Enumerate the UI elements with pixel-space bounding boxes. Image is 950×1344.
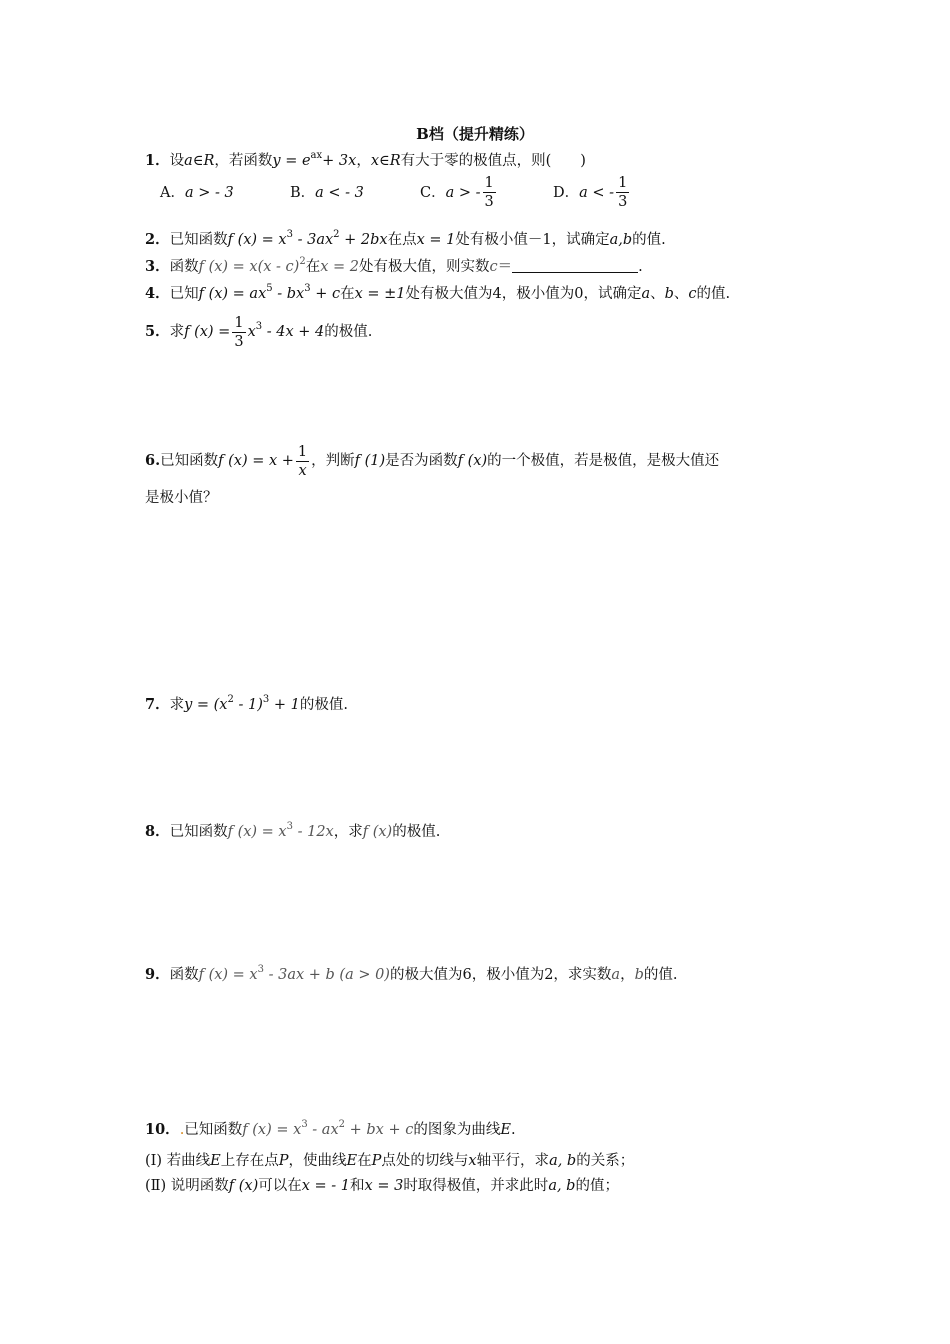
q9-text: ， <box>620 967 635 983</box>
question-10 <box>145 1114 516 1141</box>
q4-math: + c <box>310 286 341 302</box>
q2-math: + 2bx <box>339 232 388 248</box>
q10-p1-math: a, b <box>549 1153 577 1169</box>
q10-p1-text: 的关系； <box>576 1153 635 1169</box>
q3-text: 函数 <box>169 259 199 275</box>
q6-text: ，判断 <box>311 453 355 469</box>
q5-text: 的极值. <box>324 324 373 340</box>
q2-text: 在点 <box>387 232 417 248</box>
q4-text: 处有极大值为4，极小值为0，试确定 <box>405 286 642 302</box>
q10-exponent: 2 <box>338 1119 346 1130</box>
question-3 <box>145 251 643 278</box>
q1-math: x∈R <box>370 153 401 169</box>
numerator: 1 <box>297 443 308 460</box>
q5-math: f (x) = <box>184 324 231 340</box>
q7-text: 求 <box>169 697 185 713</box>
q3-math: c <box>489 259 498 275</box>
q4-text: 、 <box>650 286 665 302</box>
q1-text: 设 <box>169 153 185 169</box>
q10-text: . <box>510 1122 516 1138</box>
q1-math: + 3x <box>322 153 357 169</box>
q3-math: x = 2 <box>320 259 359 275</box>
q8-text: 的极值. <box>392 824 441 840</box>
q9-exponent: 3 <box>257 964 264 975</box>
numerator: 1 <box>484 175 494 191</box>
q10-p2-text: 和 <box>350 1178 365 1194</box>
question-number: 2． <box>145 231 170 248</box>
q1-math: y = e <box>272 153 311 169</box>
q10-p1-text: ，使曲线 <box>288 1153 347 1169</box>
q3-exponent: 2 <box>299 256 306 267</box>
q3-text: 在 <box>305 259 321 275</box>
q1-text: ， <box>356 153 371 169</box>
q10-text: 已知函数 <box>184 1122 243 1138</box>
question-1-options <box>160 174 631 211</box>
denominator: 3 <box>484 194 494 210</box>
question-7 <box>145 689 348 716</box>
answer-blank[interactable] <box>512 257 638 273</box>
q7-text: 的极值. <box>299 697 348 713</box>
question-10-part-2 <box>145 1175 619 1197</box>
q10-math: f (x) = x <box>242 1122 302 1138</box>
question-9 <box>145 959 677 986</box>
fraction <box>232 314 245 351</box>
q8-math: - 12x <box>292 824 334 840</box>
question-number: 4． <box>145 285 170 302</box>
option-value: a > - <box>445 184 481 201</box>
q7-math: + 1 <box>269 697 300 713</box>
q10-p1-text: 上存在点 <box>220 1153 279 1169</box>
option-b[interactable] <box>290 175 420 211</box>
question-4 <box>145 278 730 305</box>
q2-text: 已知函数 <box>169 232 228 248</box>
question-6 <box>145 442 719 480</box>
q4-exponent: 3 <box>304 283 311 294</box>
q10-p2-text: 说明函数 <box>170 1178 229 1194</box>
option-label: C． <box>420 184 446 201</box>
q7-math: y = (x <box>184 697 228 713</box>
fraction <box>483 174 496 211</box>
q1-math: a∈R <box>184 153 215 169</box>
q9-math: b <box>634 967 644 983</box>
question-1 <box>145 145 586 172</box>
part-label: (Ⅰ) <box>145 1153 167 1169</box>
q10-p2-text: 的值； <box>575 1178 619 1194</box>
q10-p1-math: P <box>278 1153 289 1169</box>
q8-exponent: 3 <box>286 821 293 832</box>
q4-text: 在 <box>340 286 355 302</box>
question-number: 9． <box>145 966 170 983</box>
q3-text: ＝ <box>497 259 513 275</box>
q1-text: ，若函数 <box>214 153 273 169</box>
q10-p1-math: E <box>346 1153 358 1169</box>
denominator: 3 <box>234 333 244 350</box>
q4-math: x = ±1 <box>354 286 406 302</box>
q9-text: 的极大值为6，极小值为2，求实数 <box>389 967 612 983</box>
q9-text: 的值. <box>643 967 678 983</box>
q10-p2-math: x = - 1 <box>301 1178 351 1194</box>
q9-math: a <box>611 967 621 983</box>
question-number: 3． <box>145 258 170 275</box>
q10-p1-text: 轴平行，求 <box>476 1153 550 1169</box>
q10-math: + bx + c <box>345 1122 414 1138</box>
q5-text: 求 <box>169 324 185 340</box>
q10-p2-text: 时取得极值，并求此时 <box>403 1178 549 1194</box>
question-6-continued: 是极小值？ <box>145 490 218 506</box>
option-d[interactable] <box>553 174 631 211</box>
option-value: a > - 3 <box>184 184 234 201</box>
q10-math: E <box>500 1122 511 1138</box>
q7-exponent: 2 <box>227 694 234 705</box>
question-10-part-1 <box>145 1150 634 1172</box>
q10-p2-math: f (x) <box>228 1178 259 1194</box>
q5-math: - 4x + 4 <box>262 324 325 340</box>
q10-math: - ax <box>307 1122 339 1138</box>
q5-exponent: 3 <box>255 321 263 332</box>
q4-exponent: 5 <box>266 283 273 294</box>
q6-text: 已知函数 <box>160 453 219 469</box>
q2-math: f (x) = x <box>227 232 287 248</box>
q10-p1-math: E <box>210 1153 221 1169</box>
q8-text: ，求 <box>333 824 363 840</box>
q10-p1-text: 若曲线 <box>166 1153 211 1169</box>
q4-text: 、 <box>673 286 689 302</box>
fraction <box>296 443 309 480</box>
q5-math: x <box>247 324 256 340</box>
q6-text: 是否为函数 <box>385 453 458 469</box>
q10-p1-math: P <box>371 1153 382 1169</box>
numerator: 1 <box>618 175 628 191</box>
option-value: a < - <box>579 184 615 201</box>
q2-exponent: 2 <box>333 229 340 240</box>
q8-text: 已知函数 <box>169 824 228 840</box>
q10-p2-text: 可以在 <box>258 1178 302 1194</box>
question-2 <box>145 224 666 251</box>
q4-math: - bx <box>272 286 305 302</box>
q9-math: - 3ax + b (a > 0) <box>263 967 390 983</box>
option-label: D． <box>553 184 580 201</box>
q10-p1-text: 点处的切线与 <box>381 1153 469 1169</box>
section-title: B档（提升精练） <box>416 125 534 143</box>
q2-text: 的值. <box>632 232 666 248</box>
question-number: 1． <box>145 152 170 169</box>
q9-text: 函数 <box>169 967 199 983</box>
q6-math: f (x) = x + <box>218 453 294 469</box>
question-5 <box>145 308 372 351</box>
option-label: B． <box>290 184 316 201</box>
option-c[interactable] <box>420 174 553 211</box>
q8-math: f (x) <box>362 824 393 840</box>
q10-p2-math: x = 3 <box>364 1178 404 1194</box>
q6-text: 的一个极值，若是极值，是极大值还 <box>487 453 720 469</box>
q10-p2-math: a, b <box>548 1178 576 1194</box>
q4-math: a <box>641 286 651 302</box>
q4-math: c <box>688 286 697 302</box>
q2-text: 处有极小值－1，试确定 <box>455 232 610 248</box>
question-number: 10． <box>145 1121 180 1138</box>
q10-dot: . <box>179 1122 185 1138</box>
numerator: 1 <box>234 314 244 331</box>
option-label: A． <box>160 184 185 201</box>
q10-p1-math: x <box>468 1153 477 1169</box>
q7-math: - 1) <box>233 697 263 713</box>
q10-exponent: 3 <box>301 1119 308 1130</box>
q4-math: b <box>664 286 674 302</box>
part-label: (Ⅱ) <box>145 1178 171 1194</box>
q1-text: 有大于零的极值点，则( ) <box>400 153 586 169</box>
denominator: x <box>298 462 307 479</box>
q1-exponent: ax <box>310 150 323 161</box>
question-number: 6. <box>145 452 161 469</box>
q9-math: f (x) = x <box>198 967 258 983</box>
q3-text: . <box>638 259 643 275</box>
question-number: 5． <box>145 323 170 340</box>
option-a[interactable] <box>160 175 290 211</box>
q3-math: f (x) = x(x - c) <box>198 259 300 275</box>
q6-math: f (1) <box>354 453 386 469</box>
option-value: a < - 3 <box>315 184 364 201</box>
q10-p1-text: 在 <box>357 1153 372 1169</box>
denominator: 3 <box>618 194 628 210</box>
q3-text: 处有极大值，则实数 <box>359 259 490 275</box>
fraction <box>616 174 629 211</box>
q2-math: - 3ax <box>292 232 334 248</box>
q4-text: 已知 <box>169 286 199 302</box>
q2-math: a,b <box>609 232 633 248</box>
q2-exponent: 3 <box>286 229 293 240</box>
q2-math: x = 1 <box>416 232 456 248</box>
q4-math: f (x) = ax <box>198 286 267 302</box>
question-number: 7． <box>145 696 170 713</box>
q4-text: 的值. <box>696 286 731 302</box>
question-number: 8． <box>145 823 170 840</box>
q6-math: f (x) <box>457 453 488 469</box>
q8-math: f (x) = x <box>227 824 287 840</box>
q10-text: 的图象为曲线 <box>413 1122 501 1138</box>
q7-exponent: 3 <box>262 694 270 705</box>
question-8 <box>145 816 440 843</box>
